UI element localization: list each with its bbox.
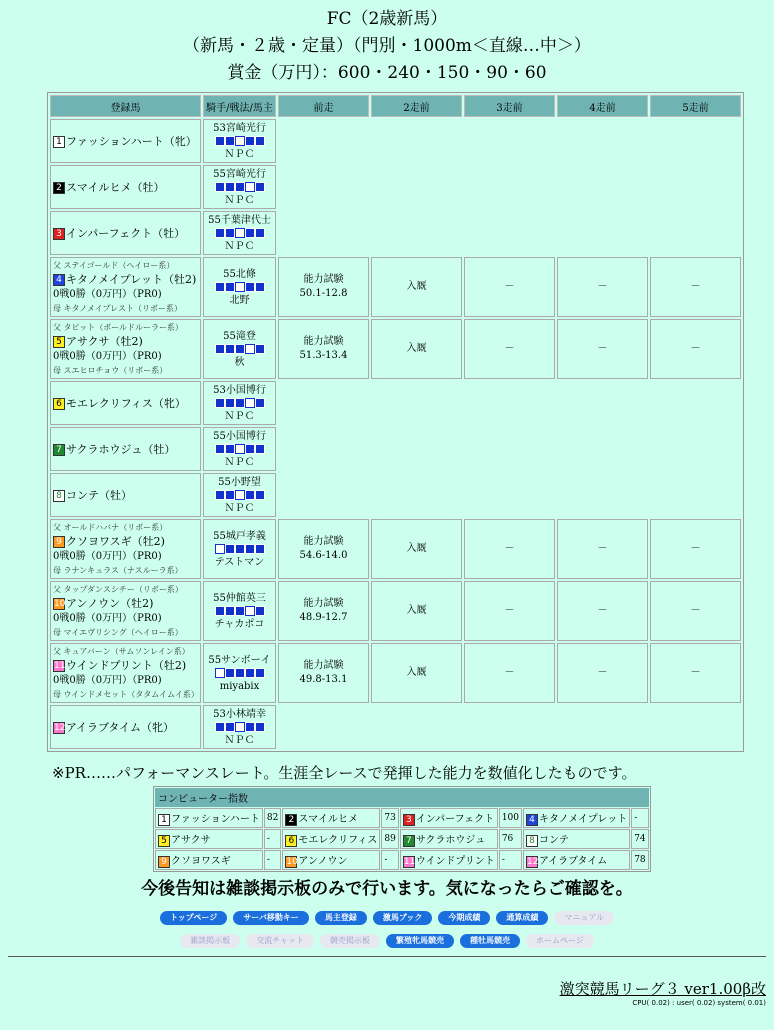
jockey-name: 53小国博行 bbox=[213, 384, 266, 396]
race-result-cell: － bbox=[557, 643, 648, 703]
horse-name-link[interactable]: アサクサ（牡2) bbox=[66, 335, 143, 348]
previous-race-time: 50.1-12.8 bbox=[299, 288, 348, 299]
nav-button[interactable]: 交流チャット bbox=[246, 934, 314, 948]
nav-row-1 bbox=[0, 905, 774, 925]
previous-race-cell bbox=[278, 257, 369, 317]
race-result-cell: － bbox=[650, 257, 741, 317]
horse-cell bbox=[50, 519, 201, 579]
computer-index-value: - bbox=[264, 829, 281, 849]
computer-horse-cell bbox=[155, 808, 263, 828]
horse-name-link[interactable]: コンテ（牡） bbox=[66, 488, 132, 502]
previous-race-time: 51.3-13.4 bbox=[299, 350, 348, 361]
nav-button[interactable]: 通算成績 bbox=[496, 911, 548, 925]
jockey-name: 55仲館英三 bbox=[213, 592, 266, 604]
race-result-cell: 入厩 bbox=[371, 257, 462, 317]
race-result-cell: － bbox=[464, 581, 555, 641]
sire-info: 父 ステイゴールド（ヘイロー系） bbox=[53, 261, 175, 270]
sire-info: 父 タピット（ボールドルーラー系） bbox=[53, 323, 184, 332]
horse-number-badge: 12 bbox=[527, 856, 539, 867]
jockey-name: 55滝登 bbox=[223, 330, 256, 342]
race-result-cell: － bbox=[650, 643, 741, 703]
horse-record: 0戦0勝（0万円）（PR0) bbox=[53, 613, 162, 624]
horse-cell bbox=[50, 119, 201, 163]
nav-button[interactable]: 繁殖牝馬競売 bbox=[386, 934, 454, 948]
owner-name: ＮＰＣ bbox=[224, 734, 255, 746]
footer-title[interactable]: 激突競馬リーグ３ ver1.00β改 bbox=[559, 980, 766, 998]
table-row bbox=[50, 119, 741, 163]
previous-race-cell bbox=[278, 643, 369, 703]
nav-button[interactable]: サーバ移動キー bbox=[233, 911, 309, 925]
empty-results bbox=[278, 705, 741, 749]
jockey-name: 55サンボーイ bbox=[208, 654, 271, 666]
horse-name-link[interactable]: アンノウン（牡2) bbox=[66, 597, 154, 610]
race-result-cell: 入厩 bbox=[371, 643, 462, 703]
horse-cell bbox=[50, 581, 201, 641]
computer-horse-name: キタノメイプレット bbox=[539, 814, 628, 826]
strategy-icon bbox=[215, 397, 265, 410]
race-result-cell: － bbox=[557, 581, 648, 641]
pr-note: ※PR……パフォーマンスレート。生涯全レースで発揮した能力を数値化したものです。 bbox=[52, 764, 637, 782]
computer-horse-cell bbox=[282, 808, 380, 828]
previous-race-cell bbox=[278, 319, 369, 379]
strategy-icon bbox=[215, 343, 265, 356]
race-result-cell: － bbox=[557, 519, 648, 579]
jockey-name: 55小国博行 bbox=[213, 430, 266, 442]
jockey-cell bbox=[203, 319, 276, 379]
table-row bbox=[50, 257, 741, 317]
sire-info: 父 オールドハバナ（リボー系） bbox=[53, 523, 168, 532]
computer-horse-name: クソヨワスギ bbox=[171, 856, 231, 868]
jockey-name: 55城戸孝義 bbox=[213, 530, 266, 542]
strategy-icon bbox=[215, 667, 265, 680]
table-row bbox=[50, 165, 741, 209]
column-header: 4走前 bbox=[557, 95, 648, 117]
horse-number-badge: 4 bbox=[526, 814, 538, 826]
sire-info: 父 タップダンスシチー（リボー系） bbox=[53, 585, 183, 594]
horse-number-badge: 11 bbox=[54, 661, 66, 671]
computer-horse-cell bbox=[400, 850, 498, 870]
jockey-cell bbox=[203, 119, 276, 163]
horse-number-badge: 10 bbox=[54, 599, 66, 609]
owner-name: ＮＰＣ bbox=[224, 240, 255, 252]
strategy-icon bbox=[215, 721, 265, 734]
owner-name: ＮＰＣ bbox=[224, 194, 255, 206]
nav-button[interactable]: 種牡馬競売 bbox=[460, 934, 520, 948]
computer-horse-cell bbox=[523, 829, 630, 849]
dam-info: 母 ウインドメセット（タタムイムイ系） bbox=[53, 690, 199, 699]
race-result-cell: － bbox=[464, 257, 555, 317]
jockey-cell bbox=[203, 211, 276, 255]
table-row bbox=[155, 829, 649, 849]
cpu-usage: CPU( 0.02) : user( 0.02) system( 0.01) bbox=[632, 999, 766, 1007]
nav-button[interactable]: 馬主登録 bbox=[315, 911, 367, 925]
race-header bbox=[0, 6, 774, 87]
race-result-cell: － bbox=[650, 581, 741, 641]
jockey-name: 55宮崎光行 bbox=[213, 168, 266, 180]
previous-race-time: 54.6-14.0 bbox=[299, 550, 348, 561]
owner-name: テストマン bbox=[214, 556, 265, 568]
horse-number-badge: 6 bbox=[285, 835, 297, 847]
jockey-cell bbox=[203, 257, 276, 317]
notice-text: 今後告知は雑談掲示板のみで行います。気になったらご確認を。 bbox=[141, 879, 633, 899]
empty-results bbox=[278, 165, 741, 209]
table-row bbox=[50, 211, 741, 255]
race-result-cell: － bbox=[464, 519, 555, 579]
horse-cell bbox=[50, 643, 201, 703]
horse-name-link[interactable]: サクラホウジュ（牡） bbox=[66, 442, 176, 456]
computer-horse-cell bbox=[282, 829, 380, 849]
empty-results bbox=[278, 381, 741, 425]
horse-number-badge: 1 bbox=[158, 814, 170, 826]
horse-number-badge: 7 bbox=[53, 444, 65, 456]
computer-index-value: - bbox=[381, 850, 398, 870]
previous-race-name: 能力試験 bbox=[303, 536, 344, 547]
sire-info: 父 キュアバーン（サムソンレイン系） bbox=[53, 647, 190, 656]
dam-info: 母 ラナンキュラス（ナスルーラ系） bbox=[53, 566, 183, 575]
race-result-cell: 入厩 bbox=[371, 319, 462, 379]
jockey-name: 53宮崎光行 bbox=[213, 122, 266, 134]
horse-name-link[interactable]: ウインドプリント（牡2) bbox=[66, 659, 187, 672]
race-result-cell: 入厩 bbox=[371, 519, 462, 579]
table-row bbox=[50, 581, 741, 641]
jockey-cell bbox=[203, 705, 276, 749]
horse-number-badge: 4 bbox=[53, 274, 65, 286]
table-row bbox=[155, 850, 649, 870]
previous-race-name: 能力試験 bbox=[303, 660, 344, 671]
horse-name-link[interactable]: キタノメイプレット（牡2) bbox=[66, 273, 197, 286]
race-result-cell: － bbox=[464, 643, 555, 703]
nav-button[interactable]: トップページ bbox=[160, 911, 227, 925]
column-header: 3走前 bbox=[464, 95, 555, 117]
computer-horse-cell bbox=[155, 829, 263, 849]
horse-cell bbox=[50, 211, 201, 255]
computer-index-value: 89 bbox=[381, 829, 398, 849]
horse-number-badge: 5 bbox=[53, 336, 65, 348]
owner-name: 北野 bbox=[229, 294, 250, 306]
computer-index-value: - bbox=[264, 850, 281, 870]
horse-name-link[interactable]: アイラブタイム（牝） bbox=[66, 720, 175, 734]
computer-horse-cell bbox=[400, 808, 498, 828]
jockey-cell bbox=[203, 581, 276, 641]
jockey-name: 53小林靖幸 bbox=[213, 708, 266, 720]
entry-table bbox=[47, 92, 744, 752]
empty-results bbox=[278, 427, 741, 471]
horse-number-badge: 9 bbox=[158, 856, 170, 868]
strategy-icon bbox=[215, 543, 265, 556]
strategy-icon bbox=[215, 605, 265, 618]
dam-info: 母 キタノメイプレスト（リボー系） bbox=[53, 304, 182, 313]
horse-number-badge: 3 bbox=[53, 228, 65, 240]
strategy-icon bbox=[215, 181, 265, 194]
horse-number-badge: 8 bbox=[53, 490, 65, 502]
computer-index-title: コンピューター指数 bbox=[155, 788, 649, 807]
owner-name: 秋 bbox=[234, 356, 245, 368]
jockey-name: 55北條 bbox=[223, 268, 256, 280]
jockey-cell bbox=[203, 473, 276, 517]
horse-number-badge: 2 bbox=[53, 182, 65, 194]
horse-name-link[interactable]: スマイルヒメ（牡） bbox=[66, 180, 165, 194]
computer-horse-name: アイラブタイム bbox=[539, 856, 608, 868]
table-row bbox=[50, 319, 741, 379]
dam-info: 母 マイエヴリシング（ヘイロー系） bbox=[53, 628, 183, 637]
strategy-icon bbox=[215, 489, 265, 502]
race-result-cell: － bbox=[557, 257, 648, 317]
race-conditions: （新馬・２歳・定量）（門別・1000m＜直線…中＞） bbox=[183, 36, 591, 56]
empty-results bbox=[278, 211, 741, 255]
owner-name: ＮＰＣ bbox=[224, 148, 255, 160]
nav-button[interactable]: 激馬ブック bbox=[373, 911, 432, 925]
horse-cell bbox=[50, 381, 201, 425]
horse-number-badge: 1 bbox=[53, 136, 65, 148]
jockey-cell bbox=[203, 519, 276, 579]
race-result-cell: 入厩 bbox=[371, 581, 462, 641]
nav-button[interactable]: 今期成績 bbox=[438, 911, 490, 925]
computer-horse-name: ファッションハート bbox=[171, 814, 260, 826]
table-row bbox=[155, 808, 649, 828]
column-header: 騎手/戦法/馬主 bbox=[203, 95, 276, 117]
jockey-cell bbox=[203, 643, 276, 703]
horse-number-badge: 8 bbox=[526, 835, 538, 847]
computer-horse-cell bbox=[400, 829, 498, 849]
computer-horse-name: アンノウン bbox=[298, 856, 348, 868]
horse-number-badge: 3 bbox=[403, 814, 415, 826]
nav-button[interactable]: 競売掲示板 bbox=[320, 934, 380, 948]
horse-number-badge: 9 bbox=[53, 536, 65, 548]
footer-divider bbox=[8, 956, 766, 957]
strategy-icon bbox=[215, 135, 265, 148]
jockey-cell bbox=[203, 427, 276, 471]
empty-results bbox=[278, 473, 741, 517]
horse-cell bbox=[50, 427, 201, 471]
previous-race-name: 能力試験 bbox=[303, 336, 344, 347]
horse-name-link[interactable]: ファッションハート（牝） bbox=[66, 134, 197, 148]
race-result-cell: － bbox=[650, 519, 741, 579]
owner-name: ＮＰＣ bbox=[224, 502, 255, 514]
computer-index-value: 78 bbox=[631, 850, 648, 870]
computer-index-value: 100 bbox=[499, 808, 522, 828]
strategy-icon bbox=[215, 443, 265, 456]
owner-name: チャカポコ bbox=[214, 618, 265, 630]
jockey-name: 55小野望 bbox=[218, 476, 261, 488]
computer-horse-name: アサクサ bbox=[171, 835, 211, 847]
previous-race-time: 48.9-12.7 bbox=[299, 612, 348, 623]
race-result-cell: － bbox=[464, 319, 555, 379]
horse-number-badge: 6 bbox=[53, 398, 65, 410]
race-result-cell: － bbox=[557, 319, 648, 379]
computer-horse-name: サクラホウジュ bbox=[415, 835, 486, 847]
computer-horse-cell bbox=[523, 850, 630, 870]
horse-number-badge: 12 bbox=[54, 722, 66, 733]
computer-horse-name: スマイルヒメ bbox=[298, 814, 358, 826]
previous-race-name: 能力試験 bbox=[303, 274, 344, 285]
horse-record: 0戦0勝（0万円）（PR0) bbox=[53, 675, 162, 686]
computer-index-table bbox=[153, 786, 651, 872]
horse-cell bbox=[50, 705, 201, 749]
previous-race-name: 能力試験 bbox=[303, 598, 344, 609]
horse-cell bbox=[50, 165, 201, 209]
owner-name: ＮＰＣ bbox=[224, 410, 255, 422]
nav-button[interactable]: マニュアル bbox=[554, 911, 614, 925]
horse-record: 0戦0勝（0万円）（PR0) bbox=[53, 551, 162, 562]
previous-race-time: 49.8-13.1 bbox=[299, 674, 348, 685]
race-prize: 賞金（万円）：600・240・150・90・60 bbox=[227, 63, 547, 83]
strategy-icon bbox=[215, 281, 265, 294]
computer-index-value: 73 bbox=[381, 808, 398, 828]
previous-race-cell bbox=[278, 519, 369, 579]
horse-cell bbox=[50, 257, 201, 317]
computer-horse-name: モエレクリフィス bbox=[298, 835, 378, 847]
strategy-icon bbox=[215, 227, 265, 240]
horse-cell bbox=[50, 473, 201, 517]
column-header: 5走前 bbox=[650, 95, 741, 117]
computer-index-value: 76 bbox=[499, 829, 522, 849]
table-row bbox=[50, 643, 741, 703]
horse-number-badge: 11 bbox=[403, 856, 416, 867]
horse-name-link[interactable]: インパーフェクト（牡） bbox=[66, 226, 186, 240]
horse-name-link[interactable]: クソヨワスギ（牡2) bbox=[66, 535, 165, 548]
nav-button[interactable]: ホームページ bbox=[526, 934, 594, 948]
dam-info: 母 スエヒロチョウ（リボー系） bbox=[53, 366, 168, 375]
owner-name: ＮＰＣ bbox=[224, 456, 255, 468]
nav-row-2 bbox=[0, 928, 774, 948]
jockey-cell bbox=[203, 381, 276, 425]
column-header: 2走前 bbox=[371, 95, 462, 117]
column-header: 前走 bbox=[278, 95, 369, 117]
horse-number-badge: 7 bbox=[403, 835, 415, 847]
computer-index-value: 82 bbox=[264, 808, 281, 828]
table-row bbox=[50, 705, 741, 749]
race-title: FC（2歳新馬） bbox=[326, 9, 448, 29]
computer-horse-cell bbox=[523, 808, 630, 828]
previous-race-cell bbox=[278, 581, 369, 641]
jockey-name: 55千葉津代士 bbox=[208, 214, 271, 226]
horse-cell bbox=[50, 319, 201, 379]
jockey-cell bbox=[203, 165, 276, 209]
computer-horse-name: ウインドプリント bbox=[415, 856, 495, 868]
table-row bbox=[50, 381, 741, 425]
horse-number-badge: 5 bbox=[158, 835, 170, 847]
horse-record: 0戦0勝（0万円）（PR0) bbox=[53, 289, 162, 300]
computer-horse-cell bbox=[155, 850, 263, 870]
table-row bbox=[50, 473, 741, 517]
race-result-cell: － bbox=[650, 319, 741, 379]
computer-horse-name: コンテ bbox=[539, 835, 569, 847]
computer-index-value: 74 bbox=[631, 829, 648, 849]
horse-number-badge: 10 bbox=[286, 856, 298, 867]
computer-index-value: - bbox=[631, 808, 648, 828]
column-header: 登録馬 bbox=[50, 95, 201, 117]
computer-horse-cell bbox=[282, 850, 380, 870]
horse-record: 0戦0勝（0万円）（PR0) bbox=[53, 351, 162, 362]
table-row bbox=[50, 427, 741, 471]
empty-results bbox=[278, 119, 741, 163]
owner-name: miyabix bbox=[219, 680, 260, 692]
nav-button[interactable]: 雑談掲示板 bbox=[180, 934, 240, 948]
computer-horse-name: インパーフェクト bbox=[415, 814, 495, 826]
computer-index-value: - bbox=[499, 850, 522, 870]
horse-number-badge: 2 bbox=[285, 814, 297, 826]
horse-name-link[interactable]: モエレクリフィス（牝） bbox=[66, 396, 186, 410]
table-row bbox=[50, 519, 741, 579]
